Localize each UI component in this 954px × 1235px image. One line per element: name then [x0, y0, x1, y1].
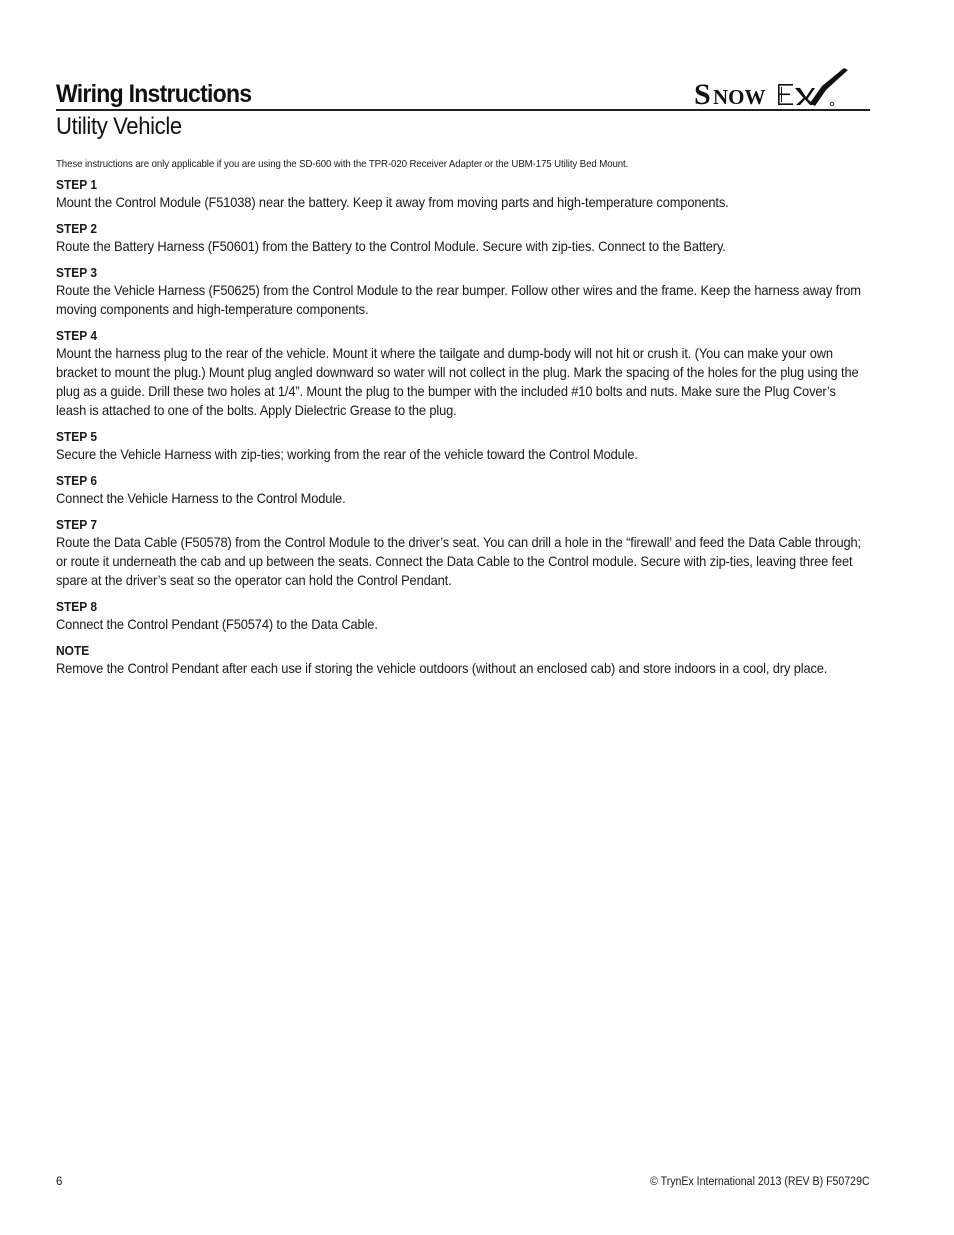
- step-label: STEP 5: [56, 429, 97, 444]
- step-text: Route the Vehicle Harness (F50625) from the Control Module to the rear bumper. Follow other wires and the frame. Keep the harness away from moving components and high-temperature components.: [56, 282, 861, 317]
- step-label: STEP 3: [56, 265, 97, 280]
- instructions-content: [56, 158, 870, 686]
- step-label: STEP 2: [56, 221, 97, 236]
- page-number: 6: [56, 1176, 63, 1188]
- step-label: STEP 1: [56, 177, 97, 192]
- step-label: STEP 6: [56, 473, 97, 488]
- step-text: Route the Data Cable (F50578) from the Control Module to the driver’s seat. You can drill a hole in the “firewall’ and feed the Data Cable through; or route it underneath the cab and up between the seats. Connect the Data Cable to the Control module. Secure with zip-ties, leaving three feet spare at the driver’s seat so the operator can hold the Control Pendant.: [56, 534, 861, 588]
- svg-text:NOW: NOW: [713, 85, 766, 109]
- step-4: [56, 327, 870, 420]
- page-footer: [56, 1176, 870, 1192]
- page-title: Wiring Instructions: [56, 80, 252, 108]
- note-label: NOTE: [56, 643, 90, 658]
- step-7: [56, 516, 870, 590]
- intro-text: These instructions are only applicable if you are using the SD-600 with the TPR-020 Receiver Adapter or the UBM-175 Utility Bed Mount.: [56, 158, 629, 170]
- step-label: STEP 7: [56, 517, 97, 532]
- page-header: [56, 66, 870, 146]
- svg-text:S: S: [694, 78, 711, 110]
- document-page: [56, 0, 870, 1235]
- step-5: [56, 428, 870, 464]
- step-text: Route the Battery Harness (F50601) from the Battery to the Control Module. Secure with zip-ties. Connect to the Battery.: [56, 238, 726, 254]
- step-text: Connect the Vehicle Harness to the Control Module.: [56, 490, 346, 506]
- step-label: STEP 8: [56, 599, 97, 614]
- step-text: Mount the harness plug to the rear of the vehicle. Mount it where the tailgate and dump-body will not hit or crush it. (You can make your own bracket to mount the plug.) Mount plug angled downward so water will not collect in the plug. Mark the spacing of the holes for the plug using the plug as a guide. Drill these two holes at 1/4”. Mount the plug to the bumper with the included #10 bolts and nuts. Make sure the Plug Cover’s leash is attached to one of the bolts. Apply Dielectric Grease to the plug.: [56, 345, 859, 418]
- step-text: Connect the Control Pendant (F50574) to the Data Cable.: [56, 616, 378, 632]
- step-text: Mount the Control Module (F51038) near the battery. Keep it away from moving parts and high-temperature components.: [56, 194, 729, 210]
- copyright-notice: © TrynEx International 2013 (REV B) F50729C: [650, 1176, 870, 1188]
- note: [56, 642, 870, 678]
- step-2: [56, 220, 870, 256]
- step-text: Secure the Vehicle Harness with zip-ties; working from the rear of the vehicle toward the Control Module.: [56, 446, 638, 462]
- note-text: Remove the Control Pendant after each use if storing the vehicle outdoors (without an enclosed cab) and store indoors in a cool, dry place.: [56, 660, 828, 676]
- step-1: [56, 176, 870, 212]
- step-6: [56, 472, 870, 508]
- page-subtitle: Utility Vehicle: [56, 113, 182, 140]
- step-3: [56, 264, 870, 319]
- snowex-logo: [694, 66, 870, 110]
- step-8: [56, 598, 870, 634]
- step-label: STEP 4: [56, 328, 97, 343]
